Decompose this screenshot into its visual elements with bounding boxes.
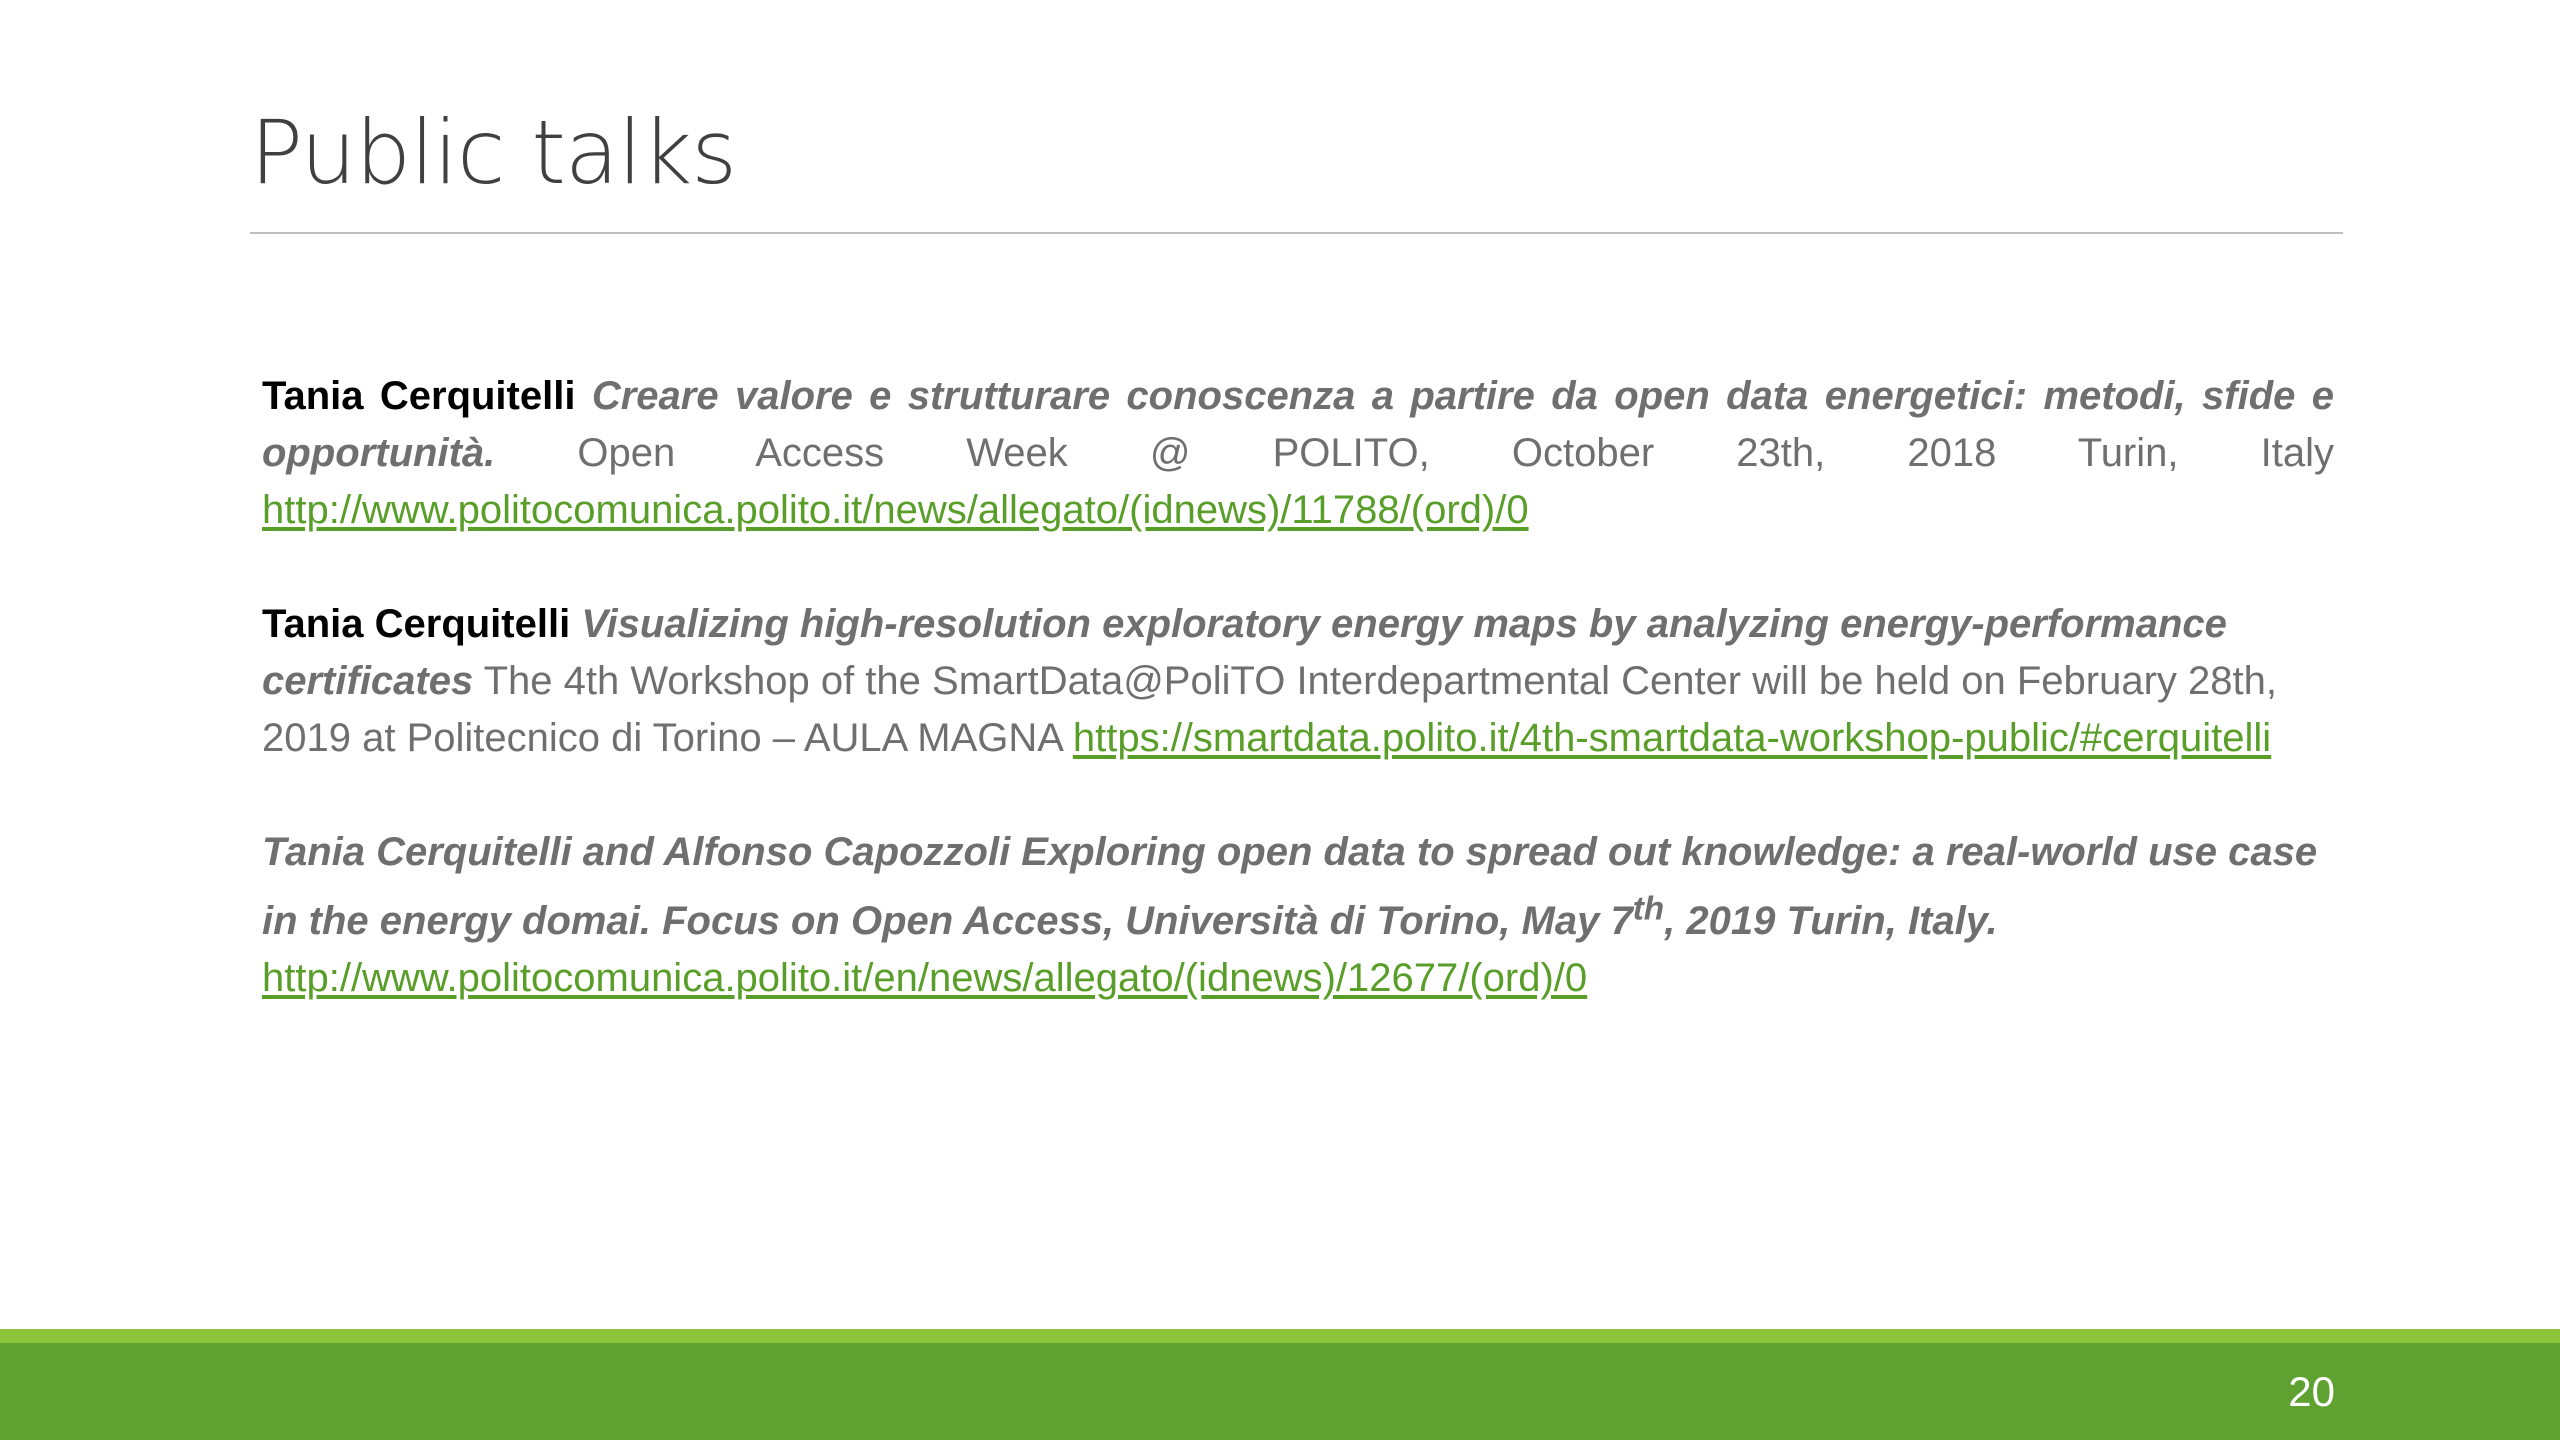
talk-entry-1 [262,368,2334,539]
page-number: 20 [2288,1368,2335,1415]
title-divider [250,232,2343,234]
talk-title [262,830,2317,943]
talks-list [262,368,2334,1064]
talk-entry-3 [262,824,2334,1007]
footer-bar [0,1343,2560,1440]
talk-details: The 4th Workshop of the SmartData@PoliTO Interdepartmental Center will be held on February 28th, 2019 at Politecnico di Torino – AULA MAGNA [262,659,2277,760]
talk-link[interactable]: http://www.politocomunica.polito.it/en/news/allegato/(idnews)/12677/(ord)/0 [262,956,1588,1001]
talk-title: Creare valore e strutturare conoscenza a partire da open data energetici: metodi, sfide e opportunità. [262,374,2335,475]
talk-title-suffix: , 2019 Turin, Italy. [1664,899,1998,944]
talk-details: Open Access Week @ POLITO, October 23th, 2018 Turin, Italy [577,431,2334,475]
talk-title-superscript: th [1632,891,1665,928]
slide-title: Public talks [250,101,737,204]
talk-title: Visualizing high-resolution exploratory energy maps by analyzing energy-performance certificates [262,602,2227,703]
talk-entry-2 [262,596,2334,767]
talk-author: Tania Cerquitelli [262,374,576,418]
talk-author: Tania Cerquitelli [262,602,571,646]
footer-stripe [0,1329,2560,1343]
talk-link[interactable]: https://smartdata.polito.it/4th-smartdata-workshop-public/#cerquitelli [1072,716,2272,760]
talk-title-text: Tania Cerquitelli and Alfonso Capozzoli Exploring open data to spread out knowledge: a real-world use case in the energy domai. Focus on Open Access, Università di Torino, May 7 [262,830,2318,944]
talk-link[interactable]: http://www.politocomunica.polito.it/news/allegato/(idnews)/11788/(ord)/0 [262,488,1529,532]
